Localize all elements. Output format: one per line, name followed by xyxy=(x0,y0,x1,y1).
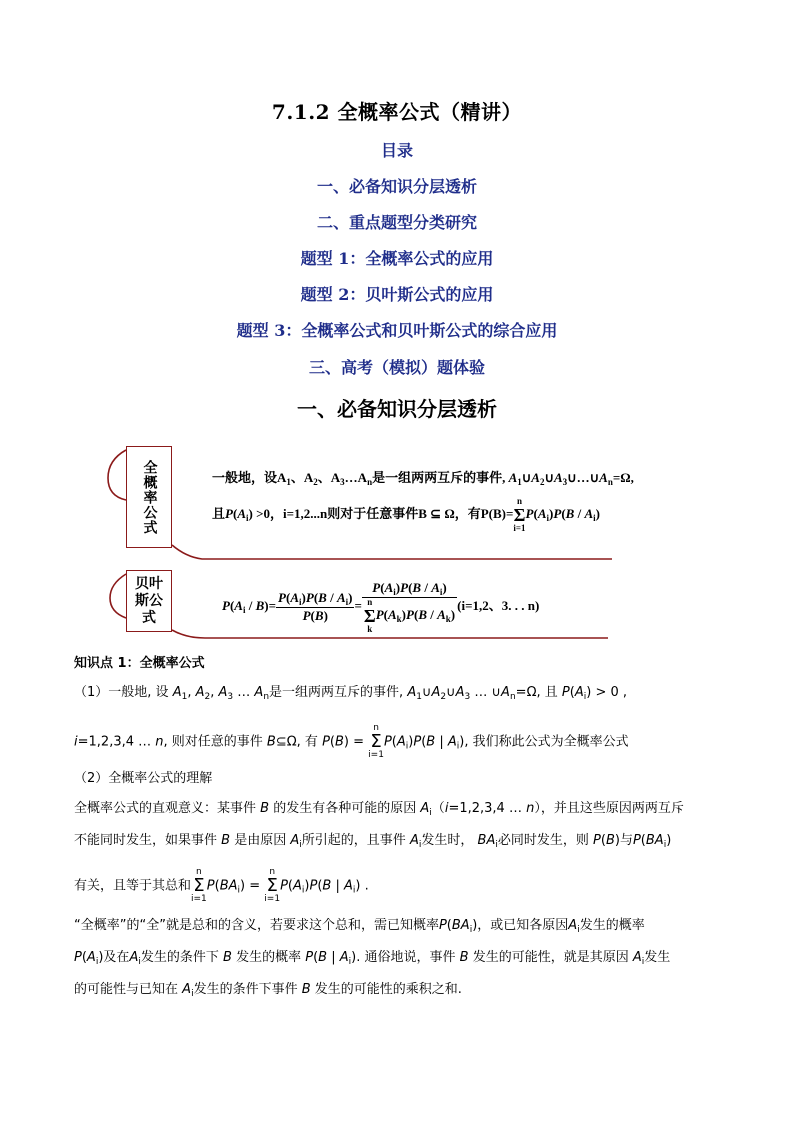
toc-item[interactable]: 题型 3：全概率公式和贝叶斯公式的综合应用 xyxy=(236,321,558,340)
kp1-para5: 不能同时发生，如果事件 B 是由原因 $A_i$所引起的，且事件 $A_i$发生时， $BA_i$必同时发生，则 P(B)与$P(BA_i)$ xyxy=(74,833,672,850)
bayes-label: 贝叶 斯公 式 xyxy=(126,570,172,632)
kp1-para3: （2）全概率公式的理解 xyxy=(74,771,213,786)
kp1-para8: $P(A_i)$及在$A_i$发生的条件下 B 发生的概率 P(B | $A_i$). 通俗地说，事件 B 发生的可能性，就是其原因 $A_i$发生 xyxy=(74,950,671,967)
kp1-para4: 全概率公式的直观意义：某事件 B 的发生有各种可能的原因 $A_i(i=1,2,3,4$ … n），并且这些原因两两互斥 xyxy=(74,801,684,818)
toc-item[interactable]: 题型 2：贝叶斯公式的应用 xyxy=(300,285,494,304)
page-title: 7.1.2 全概率公式（精讲） xyxy=(271,100,523,124)
total-probability-label: 全概率公式 xyxy=(126,446,172,548)
kp1-para7: “全概率”的“全”就是总和的含义，若要求这个总和，需已知概率$P(BA_i)$，或已知各原因$A_i$发生的概率 xyxy=(74,918,645,935)
kp1-para1: （1）一般地, 设 $A_1$, $A_2$, $A_3$ … $A_n$是一组两两互斥的事件, $A_1\cup A_2\cup A_3$ … $\cup A_n=\Omega$, 且 $P(A_i) > 0$ , xyxy=(74,685,628,702)
section-heading: 一、必备知识分层透析 xyxy=(297,397,497,421)
bayes-formula: $P(A_i / B)=$ $\frac{P(A_i)P(B / A_i)}{P(B)}$ = $P(A_i)P(B / A_i)$ n Σ $kP(A_k)P(B / A_k)$ (i=1,2、3. . . n) xyxy=(222,580,540,634)
kp1-para6: 有关，且等于其总和n Σ $i=1P(BA_i) = n$ Σ $i=1P(A_i)P(B$ | $A_i$) . xyxy=(74,867,369,904)
total-probability-def-line2: 且$P(A_i) >0$，i=1,2...n则对于任意事件B ⊆ Ω，有P(B)=n Σ $i=1P(A_i)P(B / A_i)$ xyxy=(212,496,600,533)
toc-item[interactable]: 题型 1：全概率公式的应用 xyxy=(300,249,494,268)
total-probability-def-line1: 一般地，设$A_1$、$A_2$、$A_3\dots A_n$是一组两两互斥的事件, $A_1\cup A_2\cup A_3\cup\dots\cup A_n=\Omega$, xyxy=(212,470,634,487)
toc-item[interactable]: 三、高考（模拟）题体验 xyxy=(308,358,485,377)
kp1-heading: 知识点 1：全概率公式 xyxy=(74,656,205,671)
toc-heading: 目录 xyxy=(380,141,413,160)
kp1-para2: i=1,2,3,4 … n, 则对任意的事件 B⊆Ω, 有 P(B) = n Σ $i=1P(A_i)P(B$ | $A_i$), 我们称此公式为全概率公式 xyxy=(74,723,629,760)
toc-item[interactable]: 一、必备知识分层透析 xyxy=(316,177,477,196)
kp1-para9: 的可能性与已知在 $A_i$发生的条件下事件 B 发生的可能性的乘积之和. xyxy=(74,982,462,999)
toc-item[interactable]: 二、重点题型分类研究 xyxy=(316,213,477,232)
